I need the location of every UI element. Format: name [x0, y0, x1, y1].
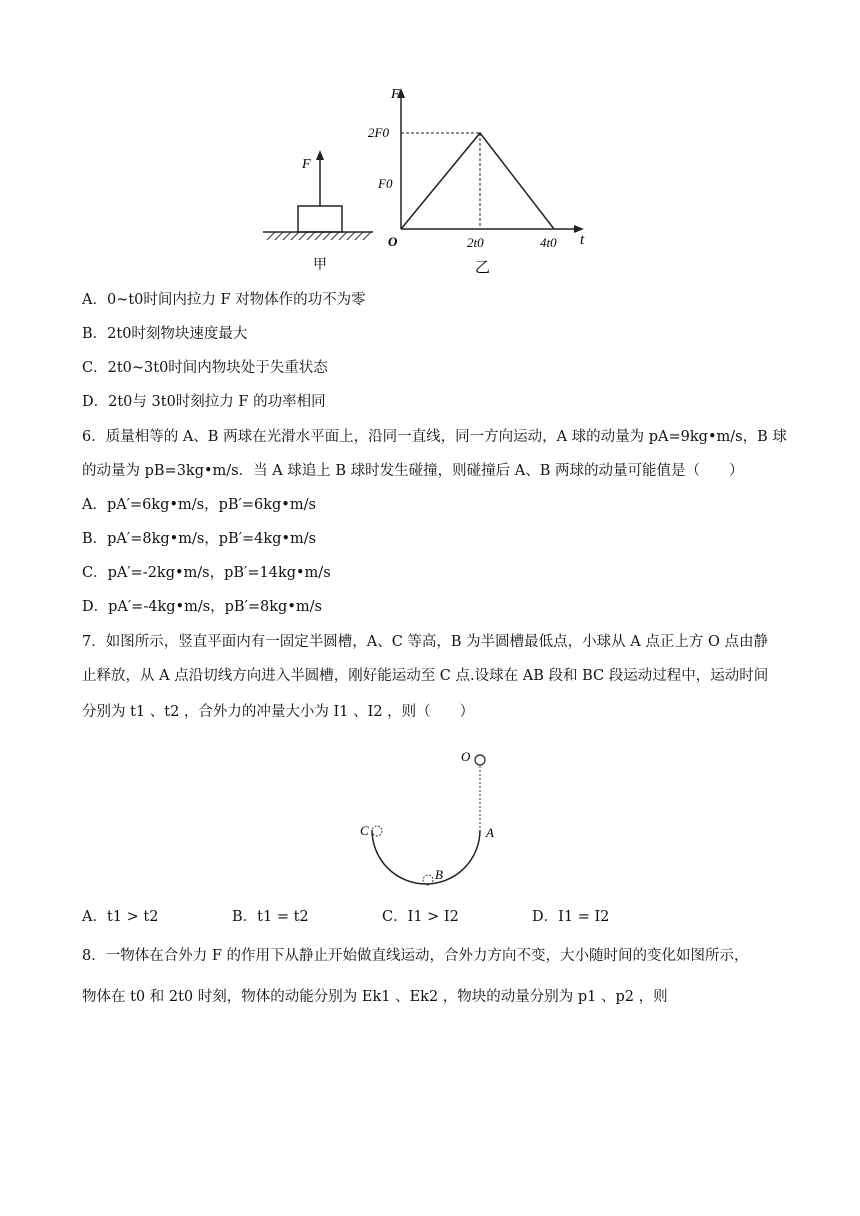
origin-label: O — [388, 234, 398, 249]
q7-option-a: A．t1 > t2 — [82, 909, 159, 925]
force-curve — [401, 133, 554, 229]
q6-stem-line1: 6．质量相等的 A、B 两球在光滑水平面上，沿同一直线，同一方向运动，A 球的动量为 pA=9kg•m/s，B 球 — [82, 429, 787, 445]
q7-stem-line3: 分别为 t1 、t2 ，合外力的冲量大小为 I1 、I2 ，则（ ） — [82, 704, 475, 720]
q5-figure — [255, 80, 605, 280]
q5-option-d: D．2t0与 3t0时刻拉力 F 的功率相同 — [82, 394, 326, 410]
label-c: C — [360, 823, 369, 838]
q7-stem-line2: 止释放，从 A 点沿切线方向进入半圆槽，刚好能运动至 C 点.设球在 AB 段和 BC 段运动过程中，运动时间 — [82, 668, 769, 684]
q8-stem-line2: 物体在 t0 和 2t0 时刻，物体的动能分别为 Ek1 、Ek2 ，物块的动量分别为 p1 、p2 ，则 — [82, 989, 668, 1005]
q6-option-c: C．pA′=-2kg•m/s，pB′=14kg•m/s — [82, 565, 331, 581]
tick-2f0: 2F0 — [368, 125, 389, 140]
axis-f-label: F — [391, 87, 400, 102]
label-b: B — [435, 867, 443, 882]
q6-option-d: D．pA′=-4kg•m/s，pB′=8kg•m/s — [82, 599, 322, 615]
q7-option-b: B．t1 = t2 — [232, 909, 309, 925]
q5-option-c: C．2t0~3t0时间内物块处于失重状态 — [82, 360, 328, 376]
q7-stem-line1: 7．如图所示，竖直平面内有一固定半圆槽，A、C 等高，B 为半圆槽最低点，小球从 A 点正上方 O 点由静 — [82, 634, 768, 650]
axis-t-label: t — [580, 232, 585, 248]
q6-option-b: B．pA′=8kg•m/s，pB′=4kg•m/s — [82, 531, 317, 547]
semicircle-groove — [372, 830, 480, 884]
tick-2t0: 2t0 — [467, 235, 484, 250]
force-label: F — [302, 157, 311, 172]
q7-figure — [350, 740, 510, 890]
q7-option-d: D．I1 = I2 — [532, 909, 610, 925]
ball-c — [372, 826, 382, 836]
q6-option-a: A．pA′=6kg•m/s，pB′=6kg•m/s — [82, 497, 316, 513]
jia-label: 甲 — [313, 258, 327, 273]
q5-option-a: A．0~t0时间内拉力 F 对物体作的功不为零 — [82, 292, 366, 308]
label-o: O — [461, 749, 471, 764]
block — [298, 206, 342, 232]
yi-graph — [368, 87, 585, 276]
jia-diagram — [263, 150, 373, 273]
q5-option-b: B．2t0时刻物块速度最大 — [82, 326, 248, 342]
q7-option-c: C．I1 > I2 — [382, 909, 459, 925]
tick-f0: F0 — [378, 176, 393, 191]
yi-label: 乙 — [475, 260, 491, 276]
tick-4t0: 4t0 — [540, 235, 557, 250]
q8-stem-line1: 8．一物体在合外力 F 的作用下从静止开始做直线运动，合外力方向不变，大小随时间的变化如图所示， — [82, 948, 749, 964]
ball-o — [475, 755, 485, 765]
label-a: A — [486, 825, 494, 840]
q6-stem-line2: 的动量为 pB=3kg•m/s．当 A 球追上 B 球时发生碰撞，则碰撞后 A、B 两球的动量可能值是（ ） — [82, 463, 744, 479]
